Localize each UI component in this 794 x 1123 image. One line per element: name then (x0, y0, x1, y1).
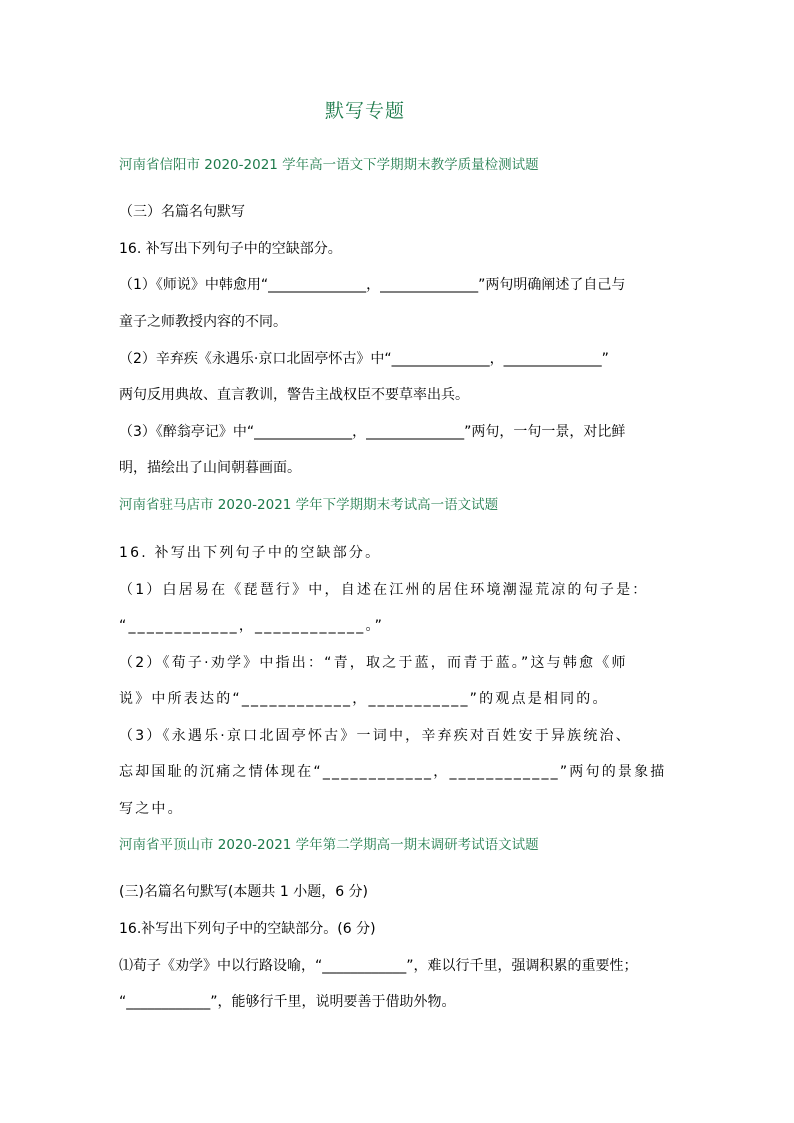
question-line: “____________，____________。” (119, 618, 385, 634)
question-line: 忘却国耻的沉痛之情体现在“____________，____________”两句的景象描 (119, 764, 667, 780)
question-line: 两句反用典故、直言教训，警告主战权臣不要草率出兵。 (119, 387, 469, 403)
question-line: (三)名篇名句默写(本题共 1 小题，6 分) (119, 884, 369, 900)
question-line: （1）《师说》中韩愈用“______________，______________”两句明确阐述了自己与 (119, 277, 626, 293)
source-heading-xinyang: 河南省信阳市 2020-2021 学年高一语文下学期期末教学质量检测试题 (119, 157, 539, 173)
question-line: （2）《荀子·劝学》中指出：“青，取之于蓝，而青于蓝。”这与韩愈《师 (119, 655, 628, 671)
question-line: “____________”，能够行千里，说明要善于借助外物。 (119, 994, 456, 1010)
question-line: （3）《永遇乐·京口北固亭怀古》一词中，辛弃疾对百姓安于异族统治、 (119, 728, 632, 744)
question-line: （1）白居易在《琵琶行》中，自述在江州的居住环境潮湿荒凉的句子是： (119, 582, 649, 598)
question-line: ⑴荀子《劝学》中以行路设喻，“____________”，难以行千里，强调积累的重要性； (119, 958, 638, 974)
question-line: 说》中所表达的“____________，___________”的观点是相同的。 (119, 691, 609, 707)
page-title: 默写专题 (324, 100, 405, 122)
question-line: （三）名篇名句默写 (119, 204, 245, 220)
question-line: 16.补写出下列句子中的空缺部分。(6 分) (119, 921, 376, 937)
source-heading-zhumadian: 河南省驻马店市 2020-2021 学年下学期期末考试高一语文试题 (119, 497, 499, 513)
question-line: 16. 补写出下列句子中的空缺部分。 (119, 545, 382, 561)
question-line: 写之中。 (119, 801, 184, 817)
question-line: 16. 补写出下列句子中的空缺部分。 (119, 241, 342, 257)
question-line: （2）辛弃疾《永遇乐·京口北固亭怀古》中“______________，______________” (119, 351, 609, 367)
question-line: 明，描绘出了山间朝暮画面。 (119, 460, 301, 476)
question-line: 童子之师教授内容的不同。 (119, 314, 287, 330)
source-heading-pingdingshan: 河南省平顶山市 2020-2021 学年第二学期高一期末调研考试语文试题 (119, 837, 539, 853)
question-line: （3）《醉翁亭记》中“______________，______________”两句，一句一景，对比鲜 (119, 424, 626, 440)
